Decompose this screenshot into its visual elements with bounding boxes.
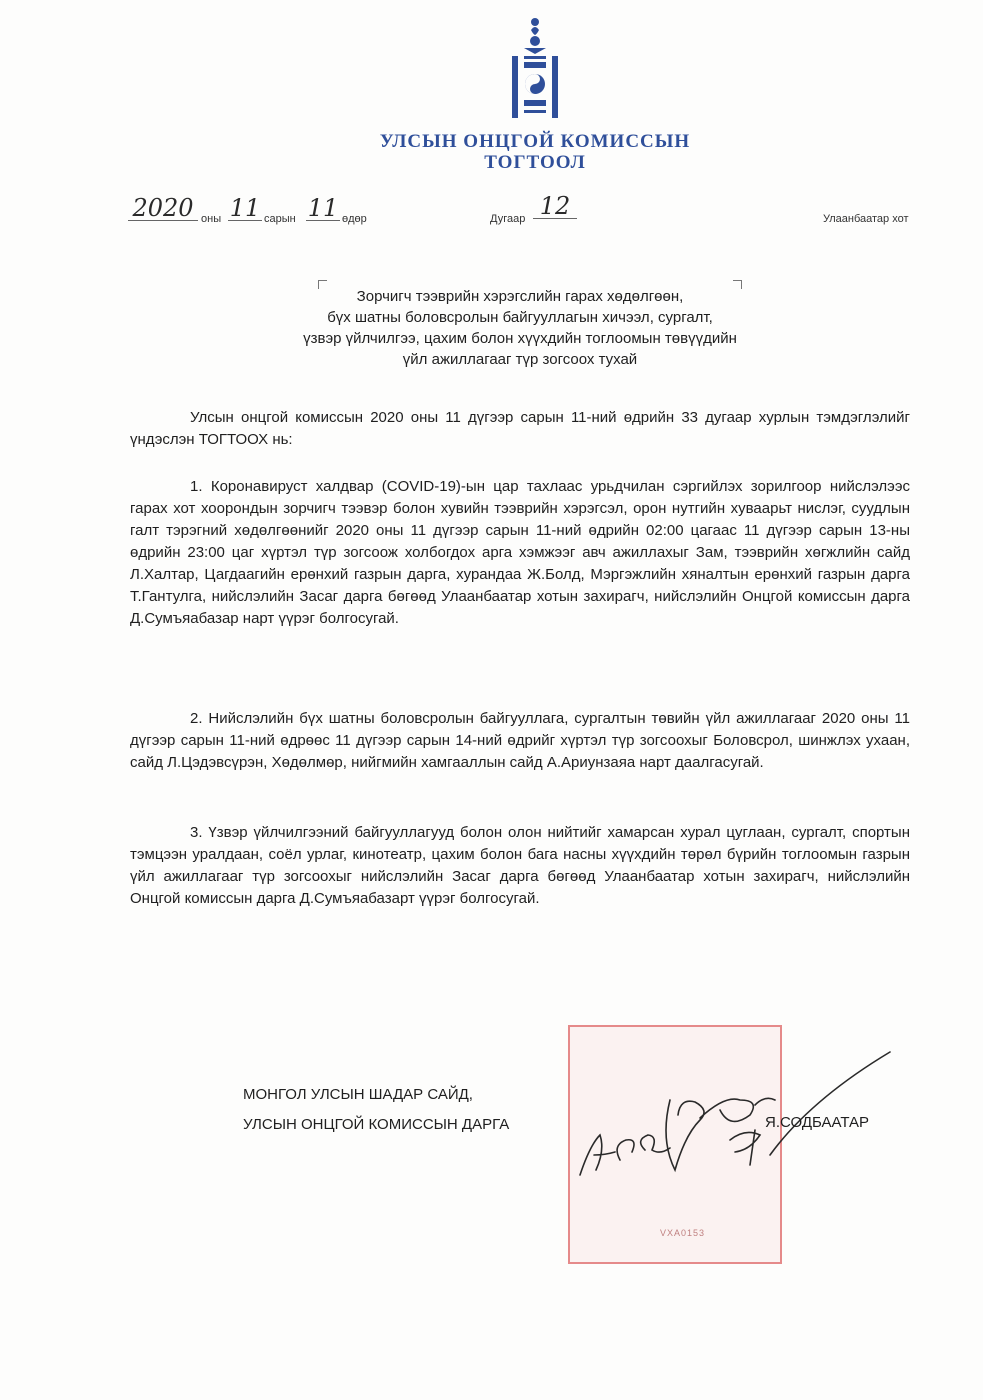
month-handwritten: 11 xyxy=(229,194,261,222)
intro-paragraph xyxy=(130,407,910,451)
intro-text: Улсын онцгой комиссын 2020 оны 11 дүгээр сарын 11-ний өдрийн 33 дугаар хурлын тэмдэглэлийг үндэслэн ТОГТООХ нь: xyxy=(130,409,910,448)
number-handwritten: 12 xyxy=(533,194,577,219)
item-3-text: 3. Үзвэр үйлчилгээний байгууллагууд болон олон нийтийг хамарсан хурал цуглаан, сургалт, спортын тэмцээн уралдаан, соёл урлаг, кинотеатр, цахим болон бага насны хүүхдийн төрөл бүрийн тоглоомын газрын үйл ажиллагааг түр зогсоохыг нийслэлийн Засаг дарга бөгөөд Улаанбаатар хотын захирагч, нийслэлийн Онцгой комиссын дарга Д.Сумъяабазарт үүрэг болгосугай. xyxy=(130,824,910,907)
year-suffix: оны xyxy=(201,213,222,225)
day-handwritten: 11 xyxy=(307,194,339,222)
month-suffix: сарын xyxy=(264,213,296,225)
title-line: бүх шатны боловсролын байгууллагын хичээл, сургалт, xyxy=(327,309,713,326)
resolution-title xyxy=(220,286,820,370)
signer-title-line1: МОНГОЛ УЛСЫН ШАДАР САЙД, xyxy=(243,1086,473,1103)
title-line: үзвэр үйлчилгээ, цахим болон хүүхдийн тоглоомын төвүүдийн xyxy=(303,330,737,347)
day-suffix: өдөр xyxy=(342,213,367,225)
item-1-text: 1. Коронавируст халдвар (COVID-19)-ын цар тахлаас урьдчилан сэргийлэх зорилгоор нийслэлээс гарах хот хоорондын зорчигч тээвэр болон хувийн тээврийн хэрэгсэл, орон нутгийн хуваарьт нислэг, суудлын галт тэрэгний хөдөлгөөнийг 2020 оны 11 дүгээр сарын 11-ний өдрийн 02:00 цагаас 11 дүгээр сарын 13-ны өдрийн 23:00 цаг хүртэл түр зогсоож холбогдох арга хэмжээг авч ажиллахыг Зам, тээврийн хөгжлийн сайд Л.Халтар, Цагдаагийн ерөнхий газрын дарга, хурандаа Ж.Болд, Мэргэжлийн хяналтын ерөнхий газрын дарга Т.Гантулга, нийслэлийн Засаг дарга бөгөөд Улаанбаатар хотын захирагч, нийслэлийн Онцгой комиссын дарга Д.Сумъяабазар нарт үүрэг болгосугай. xyxy=(130,478,910,627)
year-handwritten: 2020 xyxy=(128,196,198,221)
item-1-paragraph xyxy=(130,476,910,630)
document-type: ТОГТООЛ xyxy=(484,152,586,173)
title-line: Зорчигч тээврийн хэрэгслийн гарах хөдөлгөөн, xyxy=(356,288,684,305)
signer-name: Я.СОДБААТАР xyxy=(765,1114,870,1131)
org-name: УЛСЫН ОНЦГОЙ КОМИССЫН xyxy=(379,131,691,152)
signer-title-line2: УЛСЫН ОНЦГОЙ КОМИССЫН ДАРГА xyxy=(243,1116,510,1133)
soyombo-emblem xyxy=(500,14,570,124)
number-label: Дугаар xyxy=(490,213,526,225)
stamp-code: VXA0153 xyxy=(660,1228,706,1238)
city-label: Улаанбаатар хот xyxy=(823,213,909,225)
title-line: үйл ажиллагааг түр зогсоох тухай xyxy=(402,351,638,368)
item-2-text: 2. Нийслэлийн бүх шатны боловсролын байгууллага, сургалтын төвийн үйл ажиллагааг 2020 оны 11 дүгээр сарын 11-ний өдрөөс 11 дүгээр сарын 14-ний өдрийг хүртэл түр зогсоохыг Боловсрол, шинжлэх ухаан, сайд Л.Цэдэвсүрэн, Хөдөлмөр, нийгмийн хамгааллын сайд А.Ариунзаяа нарт даалгасугай. xyxy=(130,710,910,771)
item-3-paragraph xyxy=(130,822,910,910)
item-2-paragraph xyxy=(130,708,910,774)
